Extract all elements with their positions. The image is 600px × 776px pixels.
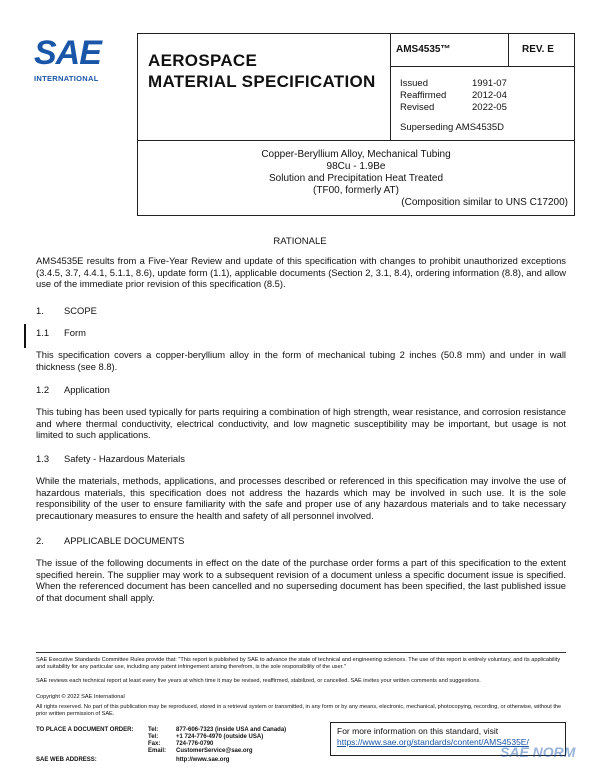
logo-subtitle: INTERNATIONAL <box>34 74 99 83</box>
standard-link[interactable]: https://www.sae.org/standards/content/AMS4535E/ <box>337 737 529 747</box>
order-contacts: TO PLACE A DOCUMENT ORDER: Tel: 877-606-7323 (inside USA and Canada) Tel: +1 724-776-4970 (outside USA) Fax: 724-776-0790 Email: CustomerService@sae.org <box>36 727 287 754</box>
date-reaffirmed: Reaffirmed 2012-04 <box>400 90 507 101</box>
section-text-1-3: While the materials, methods, applications, and processes described or referenced in this specification may involve the use of hazardous materials, this specification does not address the hazards which may be involved in such use. It is the sole responsibility of the user to ensure familiarity with the safe and proper use of any hazardous materials and to take necessary precautionary measures to ensure the health and safety of all personnel involved. <box>36 475 566 521</box>
document-type-title: AEROSPACE MATERIAL SPECIFICATION <box>148 51 376 91</box>
footer-divider <box>36 652 566 653</box>
section-heading-1-1: 1.1 Form <box>36 327 86 338</box>
order-label: TO PLACE A DOCUMENT ORDER: <box>36 727 134 733</box>
date-list <box>400 78 507 114</box>
spec-title-line: (Composition similar to UNS C17200) <box>401 197 568 208</box>
spec-title-line: (TF00, formerly AT) <box>313 185 399 196</box>
footer-rules: SAE Executive Standards Committee Rules provide that: "This report is published by SAE to advance the state of technical and engineering sciences. The use of this report is entirely voluntary, and its applicability and suitability for any particular use, including any patent infringement arising therefrom, is the sole responsibility of the user." <box>36 657 561 670</box>
section-heading-2: 2. APPLICABLE DOCUMENTS <box>36 535 185 546</box>
watermark: SAE NORM <box>500 744 576 760</box>
divider <box>390 66 575 67</box>
section-heading-1-3: 1.3 Safety - Hazardous Materials <box>36 453 185 464</box>
section-text-1-1: This specification covers a copper-beryllium alloy in the form of mechanical tubing 2 inches (50.8 mm) and under in wall thickness (see 8.8). <box>36 349 566 372</box>
spec-title-box <box>137 140 575 216</box>
web-link[interactable]: http://www.sae.org <box>176 757 230 763</box>
spec-title-line: Copper-Beryllium Alloy, Mechanical Tubing <box>261 149 451 160</box>
section-text-1-2: This tubing has been used typically for parts requiring a combination of high strength, wear resistance, and corrosion resistance and where thermal conductivity, electrical conductivity, and low magnetic susceptibility may be important, but usage is not limited to such applications. <box>36 406 566 440</box>
date-issued: Issued 1991-07 <box>400 78 507 89</box>
change-bar <box>24 324 26 348</box>
footer-copyright: Copyright © 2022 SAE International <box>36 694 125 700</box>
date-revised: Revised 2022-05 <box>400 102 507 113</box>
section-heading-1-2: 1.2 Application <box>36 384 110 395</box>
document-number: AMS4535™ <box>396 44 451 55</box>
section-heading-1: 1. SCOPE <box>36 305 97 316</box>
section-text-2: The issue of the following documents in effect on the date of the purchase order forms a part of this specification to the extent specified herein. The supplier may work to a subsequent revision of a document unless a specific document issue is specified. When the referenced document has been cancelled and no superseding document has been specified, the last published issue of that document shall apply. <box>36 557 566 603</box>
web-address: SAE WEB ADDRESS: http://www.sae.org <box>36 757 230 763</box>
footer-rights: All rights reserved. No part of this publication may be reproduced, stored in a retrieval system or transmitted, in any form or by any means, electronic, mechanical, photocopying, recording, or otherwise, without the prior written permission of SAE. <box>36 704 562 717</box>
logo-wordmark: SAE <box>34 34 101 72</box>
divider <box>508 34 509 66</box>
header-box <box>137 33 575 141</box>
rationale-heading: RATIONALE <box>273 236 327 247</box>
rationale-text: AMS4535E results from a Five-Year Review and update of this specification with changes to prohibit unauthorized exceptions (3.4.5, 3.7, 4.4.1, 5.1.1, 8.6), update form (1.1), applicable documents (Section 2, 3.1, 8.4), ordering information (8.8), and allow use of the immediate prior revision of this specification (8.5). <box>36 255 566 289</box>
divider <box>390 34 391 140</box>
more-info-text: For more information on this standard, visit <box>337 726 499 736</box>
sae-logo <box>34 36 118 92</box>
spec-title-line: 98Cu - 1.9Be <box>326 161 386 172</box>
superseding-note: Superseding AMS4535D <box>400 122 505 133</box>
revision-label: REV. E <box>522 44 554 55</box>
footer-review: SAE reviews each technical report at least every five years at which time it may be revised, reaffirmed, stabilized, or cancelled. SAE invites your written comments and suggestions. <box>36 678 481 684</box>
spec-title-line: Solution and Precipitation Heat Treated <box>269 173 443 184</box>
